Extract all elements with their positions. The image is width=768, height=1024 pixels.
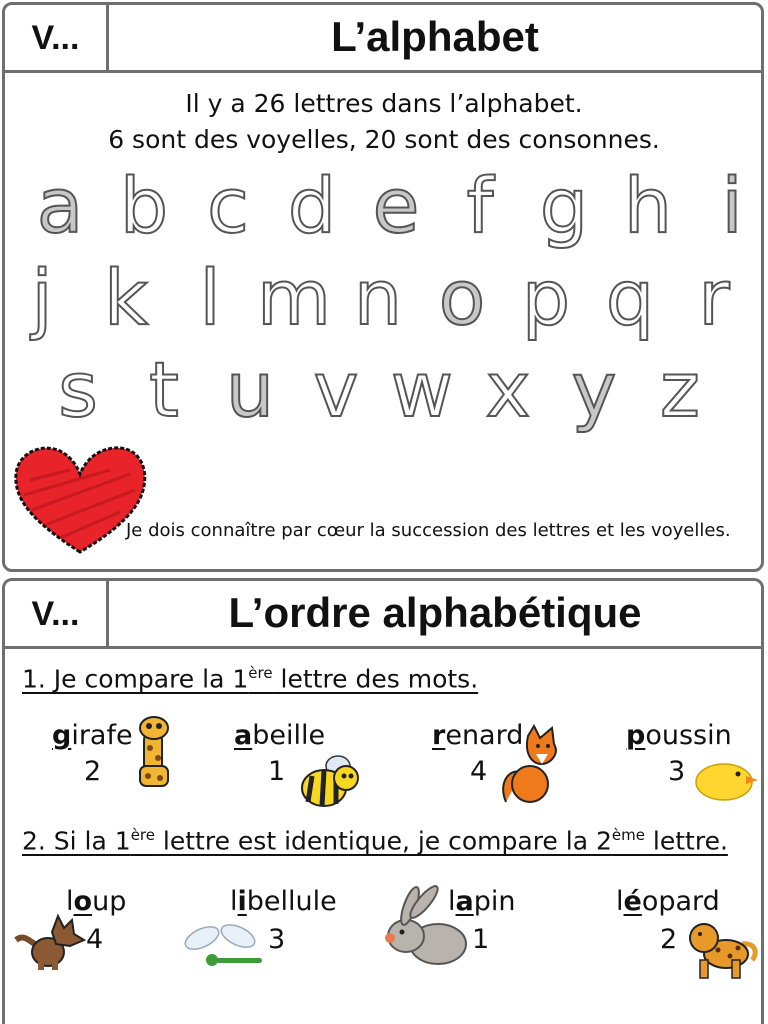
intro-line-2: 6 sont des voyelles, 20 sont des consonnes.: [108, 125, 660, 154]
order-header: [5, 581, 761, 649]
intro-line-1: Il y a 26 lettres dans l’alphabet.: [185, 89, 583, 118]
level-tag: V...: [5, 5, 109, 70]
letter-m: m: [256, 253, 332, 342]
alphabet-letters: [0, 0, 768, 460]
letter-t: t: [149, 345, 179, 434]
word-renard: renard: [432, 720, 524, 751]
letter-i: i: [721, 161, 743, 250]
word-poussin: poussin: [626, 720, 732, 751]
letter-o: o: [438, 253, 486, 342]
rank-lapin: 1: [472, 924, 490, 955]
rank-renard: 4: [470, 756, 488, 787]
rank-abeille: 1: [268, 756, 286, 787]
letter-u: u: [225, 345, 275, 434]
letter-r: r: [698, 253, 730, 342]
letter-e: e: [372, 161, 420, 250]
letter-w: w: [390, 345, 454, 434]
letter-j: j: [31, 253, 53, 342]
leopard-icon: [686, 914, 760, 982]
fox-icon: [498, 724, 568, 806]
letter-d: d: [287, 161, 337, 250]
letter-g: g: [539, 161, 589, 250]
chick-icon: [690, 756, 760, 804]
rank-poussin: 3: [668, 756, 686, 787]
dragonfly-icon: [182, 922, 264, 978]
letter-h: h: [623, 161, 673, 250]
letter-f: f: [466, 161, 494, 250]
wolf-icon: [12, 910, 86, 972]
letter-v: v: [313, 345, 359, 434]
letter-k: k: [103, 253, 149, 342]
letter-c: c: [207, 161, 249, 250]
letter-q: q: [605, 253, 655, 342]
rabbit-icon: [380, 884, 472, 970]
rank-libellule: 3: [268, 924, 286, 955]
rank-leopard: 2: [660, 924, 678, 955]
page-title: L’ordre alphabétique: [228, 589, 642, 636]
letter-n: n: [353, 253, 403, 342]
bee-icon: [294, 748, 362, 814]
word-girafe: girafe: [52, 720, 133, 751]
letter-b: b: [119, 161, 169, 250]
word-abeille: abeille: [234, 720, 326, 751]
word-leopard: léopard: [616, 886, 720, 917]
page-title: L’alphabet: [331, 13, 539, 60]
letter-z: z: [660, 345, 700, 434]
giraffe-icon: [132, 714, 176, 790]
word-lapin: lapin: [448, 886, 516, 917]
letter-p: p: [521, 253, 571, 342]
letter-x: x: [485, 345, 531, 434]
rule-2: 2. Si la 1ère lettre est identique, je compare la 2ème lettre.: [22, 826, 728, 856]
rank-loup: 4: [86, 924, 104, 955]
letter-a: a: [36, 161, 84, 250]
word-libellule: libellule: [230, 886, 337, 917]
level-tag: V...: [5, 581, 109, 646]
rule-1: 1. Je compare la 1ère lettre des mots.: [22, 664, 479, 694]
heart-icon: [10, 440, 150, 560]
word-loup: loup: [66, 886, 127, 917]
memo-note: Je dois connaître par cœur la succession des lettres et les voyelles.: [126, 520, 731, 541]
letter-l: l: [199, 253, 221, 342]
letter-s: s: [58, 345, 98, 434]
rank-girafe: 2: [84, 756, 102, 787]
letter-y: y: [571, 345, 617, 434]
